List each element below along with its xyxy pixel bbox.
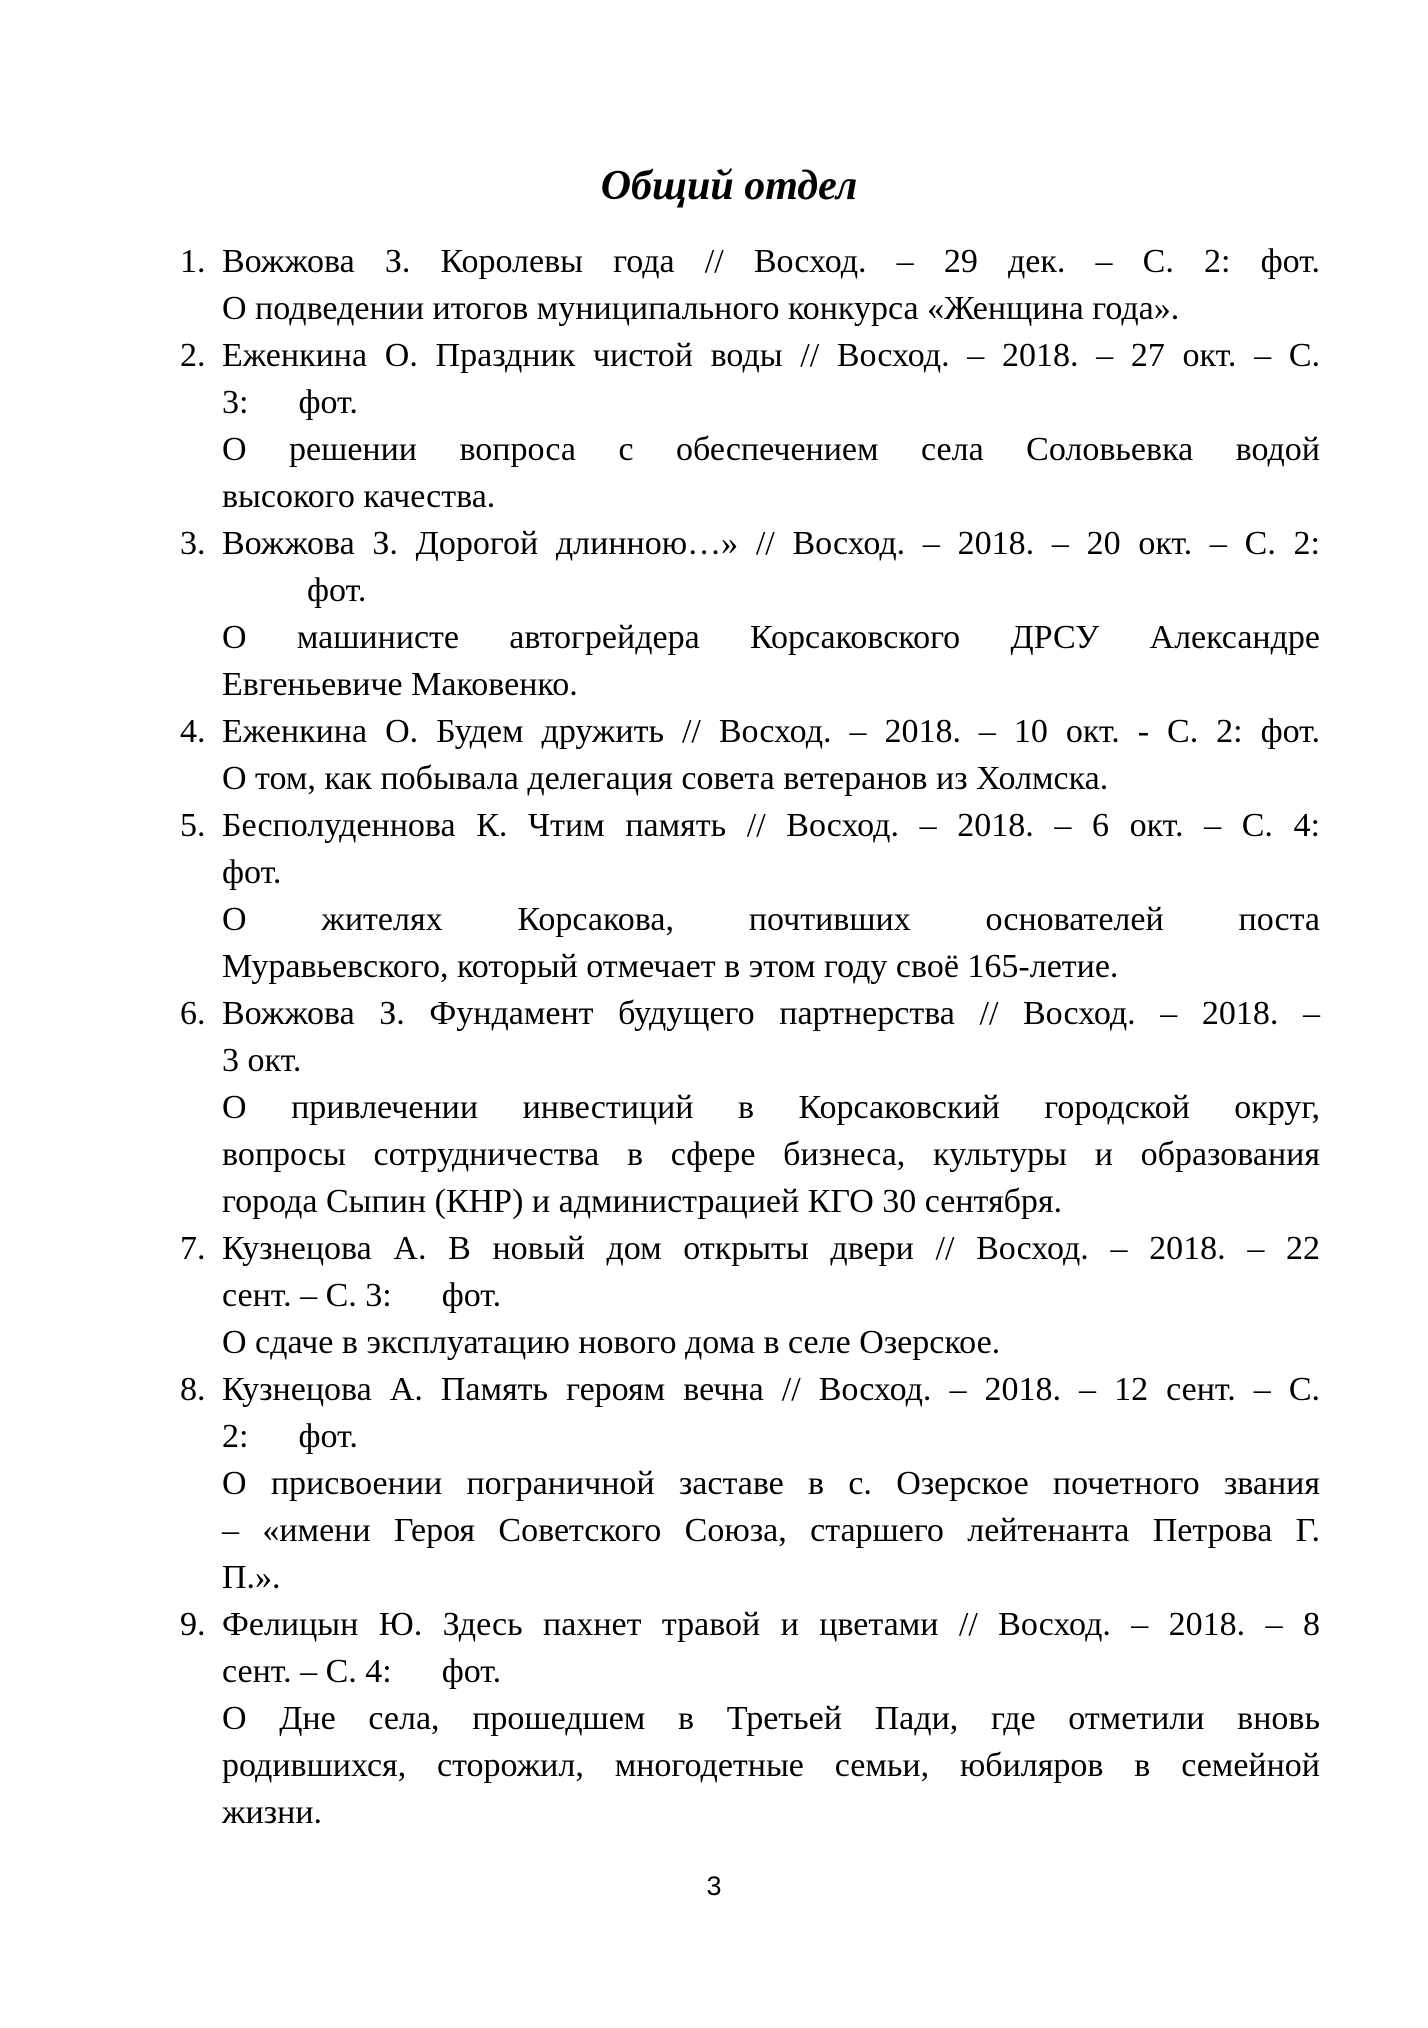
list-item-number: 9. xyxy=(180,1606,206,1643)
entry-8-line-5 xyxy=(222,1554,1320,1601)
list-item-number: 6. xyxy=(180,995,206,1032)
entry-line-text: Бесполуденнова К. Чтим память // Восход. – 2018. – 6 окт. – С. 4: xyxy=(222,807,1320,844)
entry-4-line-1 xyxy=(180,708,1320,755)
entry-line-text: 3 окт. xyxy=(222,1042,302,1079)
entry-9-line-5 xyxy=(222,1789,1320,1836)
entry-line-text-after-tab: фот. xyxy=(441,1653,502,1690)
entry-line-text: Кузнецова А. Память героям вечна // Восход. – 2018. – 12 сент. – С. xyxy=(222,1371,1320,1408)
section-title: Общий отдел xyxy=(600,163,858,209)
entry-line-text: Муравьевского, который отмечает в этом году своё 165-летие. xyxy=(222,948,1119,985)
entry-9-line-2 xyxy=(222,1648,1320,1695)
entry-line-text: Вожжова З. Дорогой длинною…» // Восход. – 2018. – 20 окт. – С. 2: xyxy=(222,525,1320,562)
entry-line-text: высокого качества. xyxy=(222,478,496,515)
entry-line-text: – «имени Героя Советского Союза, старшего лейтенанта Петрова Г. xyxy=(222,1512,1320,1549)
entry-line-text-after-tab: фот. xyxy=(298,384,358,421)
entry-5-line-4 xyxy=(222,943,1320,990)
entry-9-line-3 xyxy=(222,1695,1320,1742)
list-item-number: 4. xyxy=(180,713,206,750)
entry-8-line-2 xyxy=(222,1413,1320,1460)
entry-1-line-1 xyxy=(180,238,1320,285)
entry-list xyxy=(180,238,1320,1836)
entry-line-text: 3: xyxy=(222,384,249,421)
entry-line-text: сент. – С. 3: xyxy=(222,1277,392,1314)
entry-line-text: вопросы сотрудничества в сфере бизнеса, культуры и образования xyxy=(222,1136,1320,1173)
entry-line-text: О машинисте автогрейдера Корсаковского ДРСУ Александре xyxy=(222,619,1320,656)
entry-line-text: О присвоении пограничной заставе в с. Озерское почетного звания xyxy=(222,1465,1320,1502)
entry-4-line-2 xyxy=(222,755,1320,802)
entry-line-text: фот. xyxy=(307,572,367,609)
entry-9-line-4 xyxy=(222,1742,1320,1789)
page-number: 3 xyxy=(706,1871,722,1901)
list-item-number: 3. xyxy=(180,525,206,562)
entry-6-line-4 xyxy=(222,1131,1320,1178)
entry-5-line-3 xyxy=(222,896,1320,943)
entry-3-line-1 xyxy=(180,520,1320,567)
list-item-number: 2. xyxy=(180,337,206,374)
entry-line-text: города Сыпин (КНР) и администрацией КГО 30 сентября. xyxy=(222,1183,1063,1220)
entry-line-text: жизни. xyxy=(222,1794,323,1831)
entry-6-line-5 xyxy=(222,1178,1320,1225)
list-item-number: 5. xyxy=(180,807,206,844)
entry-line-text: Еженкина О. Будем дружить // Восход. – 2018. – 10 окт. - С. 2: фот. xyxy=(222,713,1320,750)
entry-line-text: О том, как побывала делегация совета ветеранов из Холмска. xyxy=(222,760,1109,797)
entry-2-line-4 xyxy=(222,473,1320,520)
entry-5-line-2 xyxy=(222,849,1320,896)
entry-line-text: Фелицын Ю. Здесь пахнет травой и цветами // Восход. – 2018. – 8 xyxy=(222,1606,1320,1643)
entry-line-text: О решении вопроса с обеспечением села Соловьевка водой xyxy=(222,431,1320,468)
entry-line-text: О сдаче в эксплуатацию нового дома в селе Озерское. xyxy=(222,1324,1001,1361)
entry-line-text: Вожжова З. Фундамент будущего партнерства // Восход. – 2018. – xyxy=(222,995,1320,1032)
entry-6-line-3 xyxy=(222,1084,1320,1131)
entry-line-text: фот. xyxy=(222,854,282,891)
entry-line-text: Евгеньевиче Маковенко. xyxy=(222,666,578,703)
entry-5-line-1 xyxy=(180,802,1320,849)
entry-2-line-2 xyxy=(222,379,1320,426)
entry-2-line-3 xyxy=(222,426,1320,473)
entry-8-line-4 xyxy=(222,1507,1320,1554)
entry-8-line-1 xyxy=(180,1366,1320,1413)
entry-7-line-3 xyxy=(222,1319,1320,1366)
entry-6-line-1 xyxy=(180,990,1320,1037)
entry-7-line-1 xyxy=(180,1225,1320,1272)
entry-line-text: 2: xyxy=(222,1418,249,1455)
entry-line-text: О подведении итогов муниципального конкурса «Женщина года». xyxy=(222,290,1180,327)
entry-line-text: сент. – С. 4: xyxy=(222,1653,392,1690)
entry-line-text: Кузнецова А. В новый дом открыты двери // Восход. – 2018. – 22 xyxy=(222,1230,1320,1267)
entry-6-line-2 xyxy=(222,1037,1320,1084)
entry-line-text: О привлечении инвестиций в Корсаковский городской округ, xyxy=(222,1089,1320,1126)
entry-line-text: родившихся, сторожил, многодетные семьи, юбиляров в семейной xyxy=(222,1747,1320,1784)
list-item-number: 8. xyxy=(180,1371,206,1408)
entry-3-line-4 xyxy=(222,661,1320,708)
entry-2-line-1 xyxy=(180,332,1320,379)
entry-line-text-after-tab: фот. xyxy=(298,1418,358,1455)
entry-3-line-3 xyxy=(222,614,1320,661)
entry-line-text-after-tab: фот. xyxy=(441,1277,502,1314)
entry-line-text: П.». xyxy=(222,1559,281,1596)
list-item-number: 7. xyxy=(180,1230,206,1267)
entry-8-line-3 xyxy=(222,1460,1320,1507)
entry-line-text: Вожжова З. Королевы года // Восход. – 29 дек. – С. 2: фот. xyxy=(222,243,1320,280)
entry-7-line-2 xyxy=(222,1272,1320,1319)
list-item-number: 1. xyxy=(180,243,206,280)
entry-line-text: О Дне села, прошедшем в Третьей Пади, где отметили вновь xyxy=(222,1700,1320,1737)
entry-line-text: О жителях Корсакова, почтивших основателей поста xyxy=(222,901,1320,938)
entry-1-line-2 xyxy=(222,285,1320,332)
entry-3-line-2 xyxy=(222,567,1320,614)
entry-line-text: Еженкина О. Праздник чистой воды // Восход. – 2018. – 27 окт. – С. xyxy=(222,337,1320,374)
entry-9-line-1 xyxy=(180,1601,1320,1648)
